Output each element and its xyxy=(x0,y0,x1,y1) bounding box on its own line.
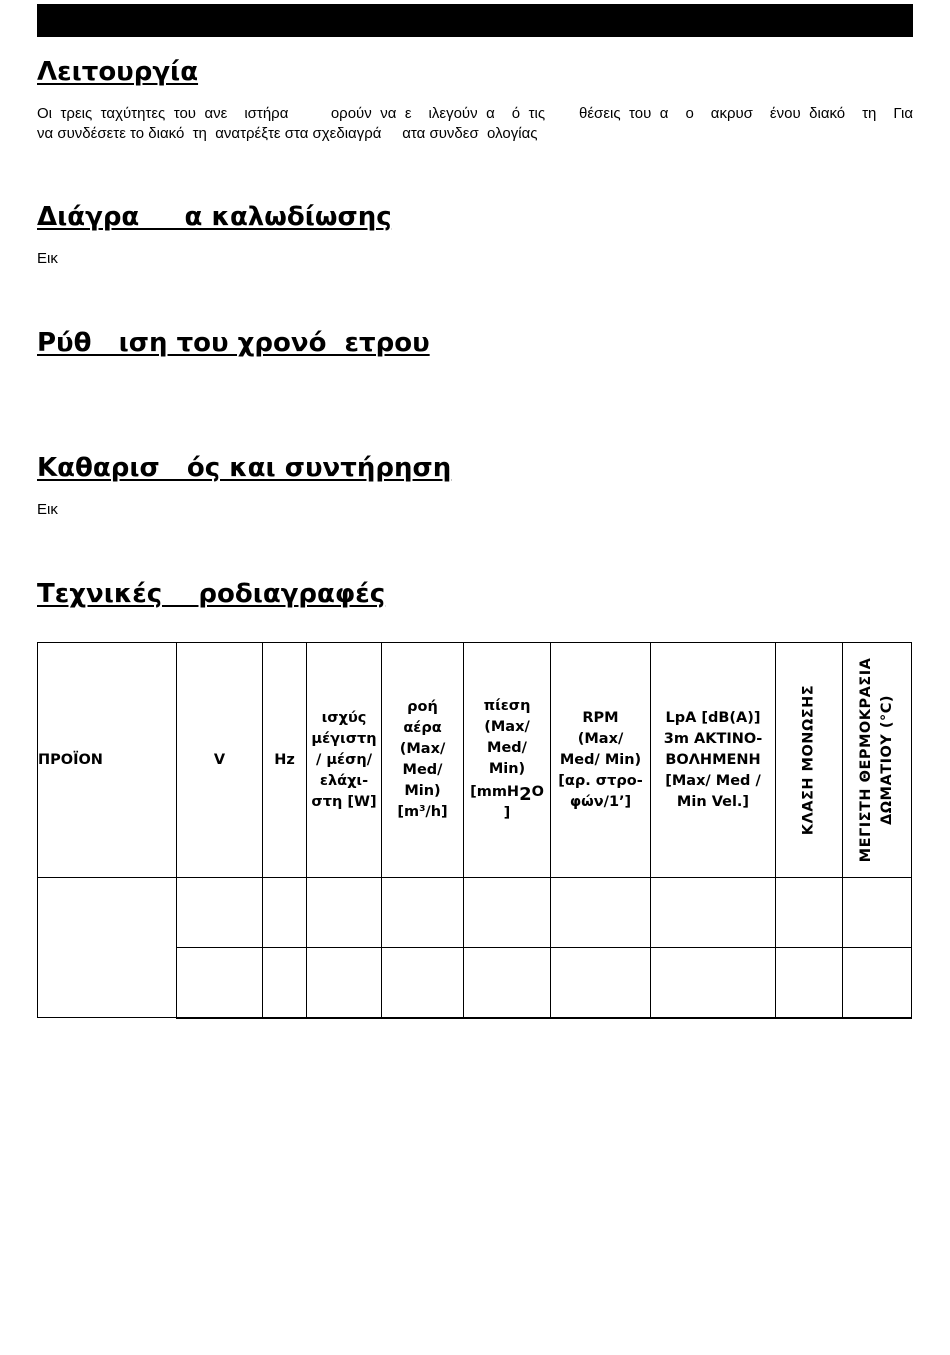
table-cell xyxy=(382,878,464,948)
header-power: ισχύς μέγιστη / μέση/ ελάχι- στη [W] xyxy=(307,643,382,878)
header-max-temp: ΜΕΓΙΣΤΗ ΘΕΡΜΟΚΡΑΣΙΑ ΔΩΜΑΤΙΟΥ (°C) xyxy=(843,643,912,878)
table-cell xyxy=(464,948,551,1018)
table-header-row xyxy=(38,643,912,878)
header-pressure: πίεση (Max/ Med/ Min) [mmH2O ] xyxy=(464,643,551,878)
table-cell xyxy=(307,878,382,948)
header-frequency: Hz xyxy=(263,643,307,878)
table-cell xyxy=(843,948,912,1018)
section-title-specs: Τεχνικές ροδιαγραφές xyxy=(37,579,386,609)
table-cell xyxy=(551,948,651,1018)
table-cell xyxy=(307,948,382,1018)
table-cell-product xyxy=(38,878,177,1018)
table-cell xyxy=(843,878,912,948)
table-cell xyxy=(551,878,651,948)
cleaning-figure-ref: Εικ xyxy=(37,501,58,518)
header-noise: LpA [dB(A)] 3m ΑΚΤΙΝΟ- ΒΟΛΗΜΕΝΗ [Max/ Med / Min Vel.] xyxy=(651,643,776,878)
table-row xyxy=(38,878,912,948)
section-title-operation: Λειτουργία xyxy=(37,57,199,87)
table-cell xyxy=(263,948,307,1018)
table-cell xyxy=(776,948,843,1018)
header-rpm: RPM (Max/ Med/ Min) [αρ. στρο- φών/1’] xyxy=(551,643,651,878)
operation-text-line-2: να συνδέσετε το διακό τη ανατρέξτε στα σχεδιαγρά ατα συνδεσ ολογίας xyxy=(37,125,538,142)
header-voltage: V xyxy=(177,643,263,878)
header-airflow: ροή αέρα (Max/ Med/ Min) [m³/h] xyxy=(382,643,464,878)
table-cell xyxy=(177,948,263,1018)
table-cell xyxy=(651,948,776,1018)
specs-table xyxy=(37,642,912,1019)
table-cell xyxy=(776,878,843,948)
table-cell xyxy=(464,878,551,948)
operation-text xyxy=(37,104,913,144)
section-title-cleaning: Καθαρισ ός και συντήρηση xyxy=(37,453,452,483)
wiring-figure-ref: Εικ xyxy=(37,250,58,267)
table-cell xyxy=(177,878,263,948)
section-title-timer: Ρύθ ιση του χρονό ετρου xyxy=(37,328,430,358)
header-bar xyxy=(37,4,913,37)
table-cell xyxy=(382,948,464,1018)
header-product: ΠΡΟΪΟΝ xyxy=(38,643,177,878)
section-title-wiring: Διάγρα α καλωδίωσης xyxy=(37,202,392,232)
table-cell xyxy=(651,878,776,948)
header-insulation: ΚΛΑΣΗ ΜΟΝΩΣΗΣ xyxy=(776,643,843,878)
table-cell xyxy=(263,878,307,948)
operation-text-line-1: Οι τρεις ταχύτητες του ανε ιστήρα ορούν να ε ιλεγούν α ό τις θέσεις του α ο ακρυσ ένου διακό τη Για xyxy=(37,105,913,122)
